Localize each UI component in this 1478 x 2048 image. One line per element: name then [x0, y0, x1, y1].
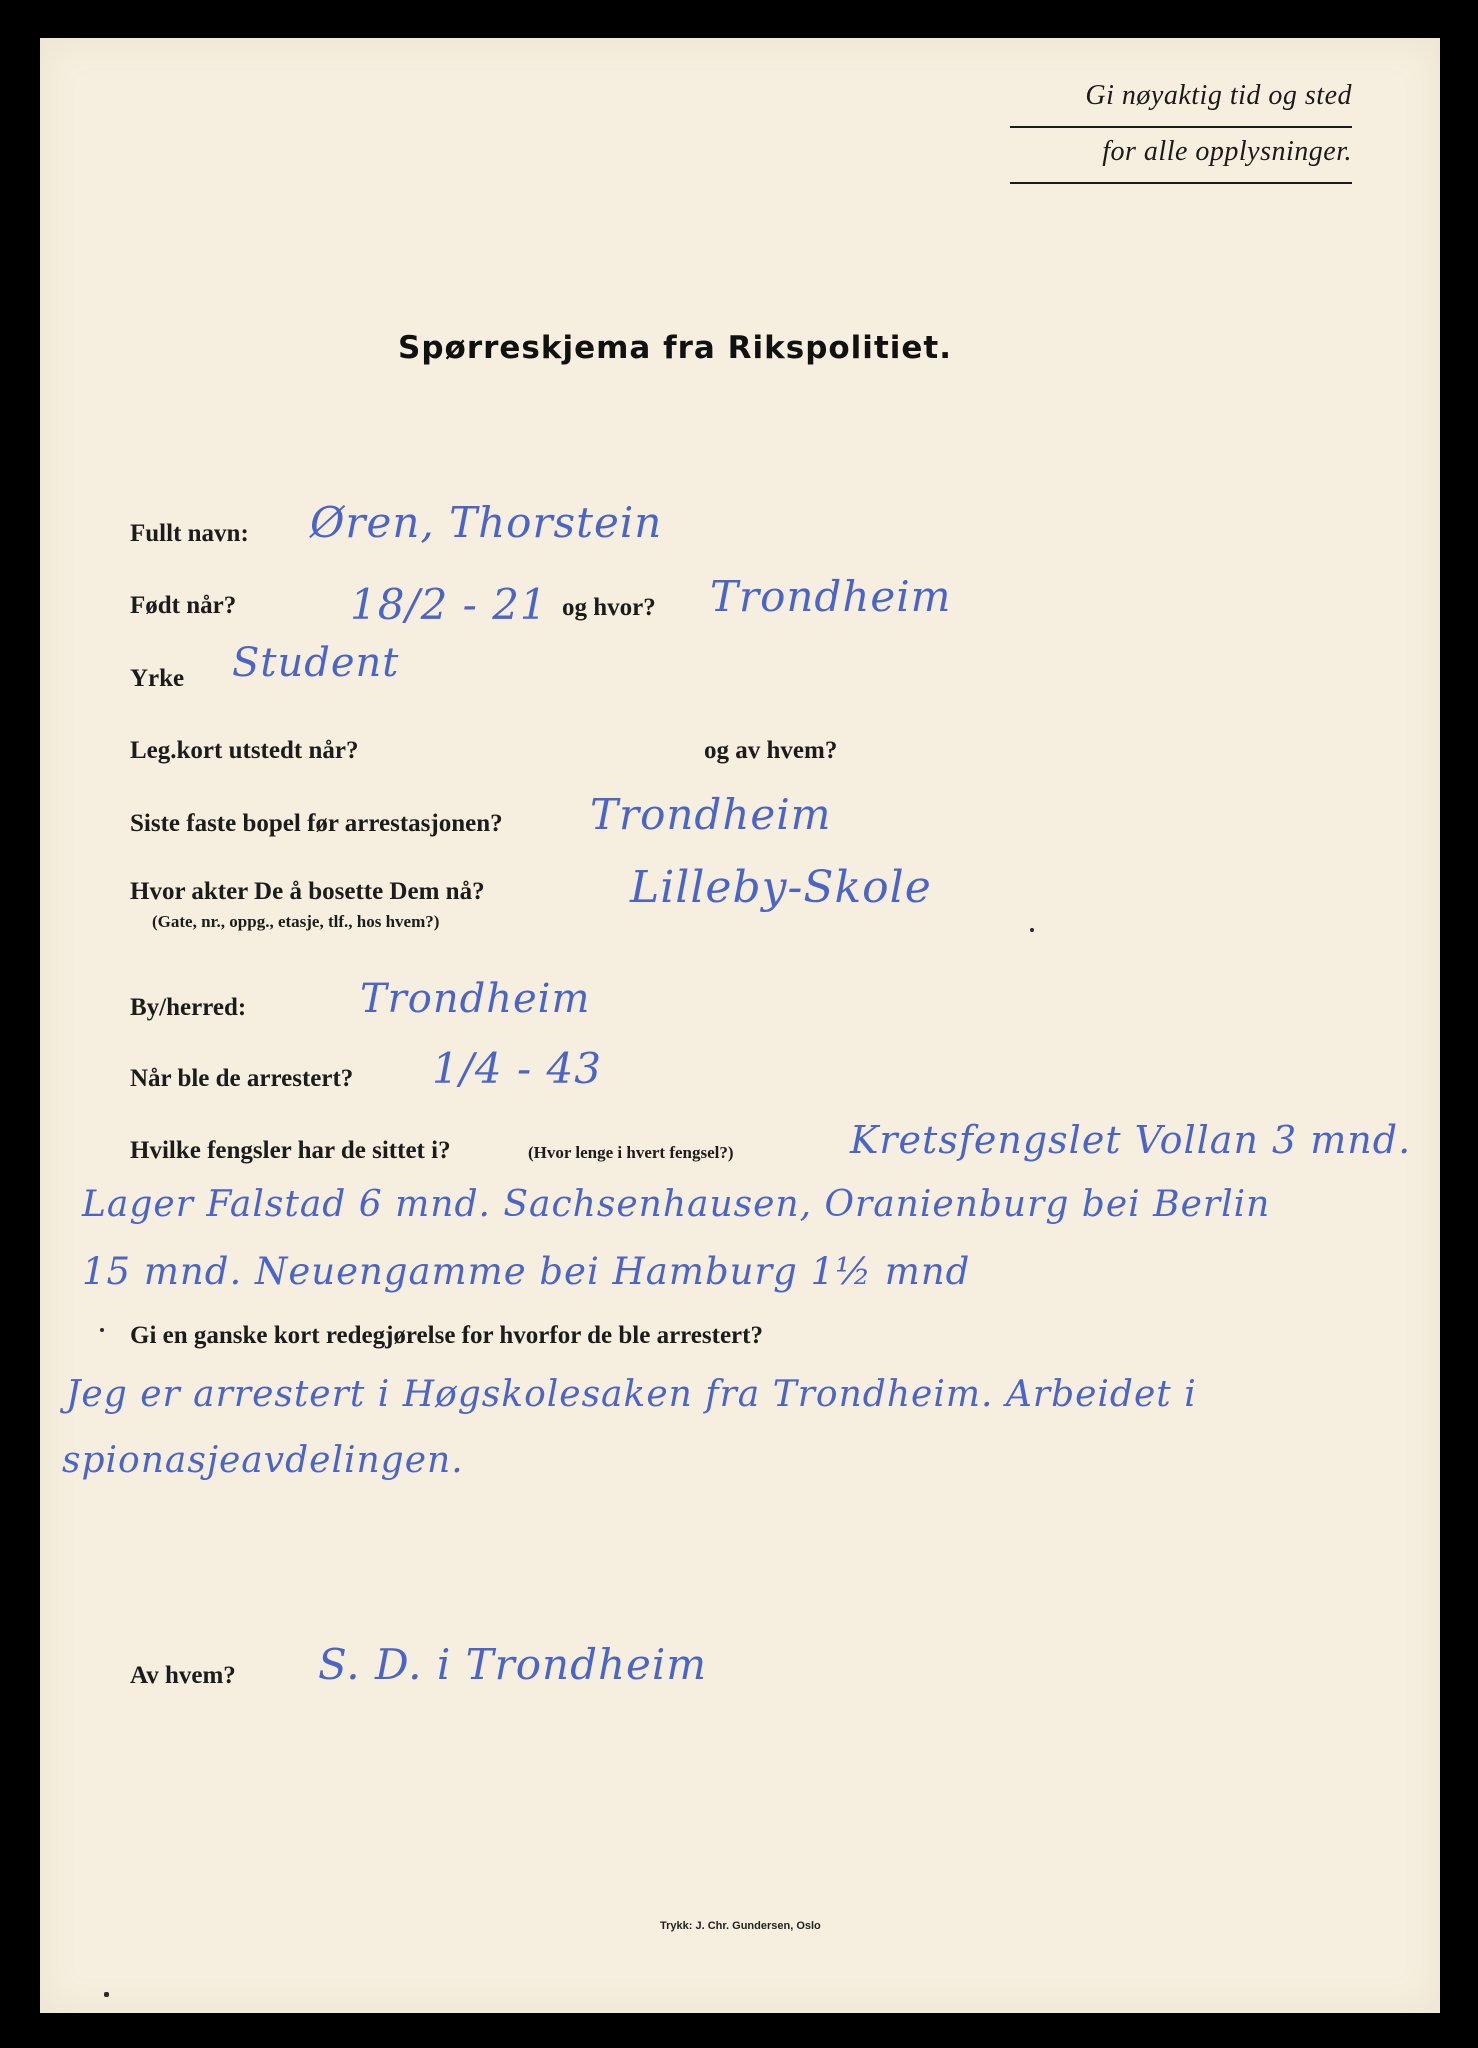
- value-last-address: Trondheim: [590, 790, 832, 839]
- printer-imprint: Trykk: J. Chr. Gundersen, Oslo: [660, 1920, 821, 1932]
- label-born-where: og hvor?: [562, 594, 656, 621]
- value-prisons-line-1: Kretsfengslet Vollan 3 mnd.: [850, 1118, 1412, 1162]
- label-planned-residence-hint: (Gate, nr., oppg., etasje, tlf., hos hvem?): [152, 912, 440, 931]
- value-prisons-line-3: 15 mnd. Neuengamme bei Hamburg 1½ mnd: [82, 1250, 971, 1293]
- value-arrested-by: S. D. i Trondheim: [318, 1640, 708, 1689]
- label-full-name: Fullt navn:: [130, 520, 249, 547]
- value-occupation: Student: [232, 640, 400, 686]
- value-born-where: Trondheim: [710, 572, 952, 621]
- label-arrest-date: Når ble de arrestert?: [130, 1065, 354, 1092]
- instruction-line-1: Gi nøyaktig tid og sted: [1010, 80, 1352, 128]
- label-prisons-hint: (Hvor lenge i hvert fengsel?): [528, 1143, 734, 1162]
- label-municipality: By/herred:: [130, 994, 247, 1021]
- instruction-line-2: for alle opplysninger.: [1010, 136, 1352, 184]
- label-id-card-issuer: og av hvem?: [704, 737, 838, 764]
- value-planned-residence: Lilleby-Skole: [630, 862, 932, 913]
- instruction-note: [1010, 80, 1352, 172]
- value-reason-line-1: Jeg er arrestert i Høgskolesaken fra Trondheim. Arbeidet i: [66, 1374, 1197, 1415]
- value-born-when: 18/2 - 21: [350, 580, 548, 629]
- ink-speck: [100, 1328, 104, 1332]
- label-prisons: Hvilke fengsler har de sittet i?: [130, 1137, 451, 1164]
- label-planned-residence: Hvor akter De å bosette Dem nå?: [130, 878, 485, 905]
- label-arrested-by: Av hvem?: [130, 1662, 236, 1689]
- form-title: Spørreskjema fra Rikspolitiet.: [398, 330, 953, 366]
- label-last-address: Siste faste bopel før arrestasjonen?: [130, 810, 503, 837]
- ink-speck: [104, 1992, 109, 1997]
- value-reason-line-2: spionasjeavdelingen.: [62, 1440, 464, 1481]
- label-id-card: Leg.kort utstedt når?: [130, 737, 359, 764]
- label-occupation: Yrke: [130, 665, 185, 692]
- value-full-name: Øren, Thorstein: [310, 498, 663, 547]
- value-municipality: Trondheim: [360, 976, 591, 1022]
- ink-speck: [1030, 928, 1034, 932]
- value-prisons-line-2: Lager Falstad 6 mnd. Sachsenhausen, Oranienburg bei Berlin: [82, 1184, 1271, 1225]
- value-arrest-date: 1/4 - 43: [432, 1044, 602, 1093]
- label-reason: Gi en ganske kort redegjørelse for hvorfor de ble arrestert?: [130, 1322, 763, 1349]
- label-born-when: Født når?: [130, 592, 237, 619]
